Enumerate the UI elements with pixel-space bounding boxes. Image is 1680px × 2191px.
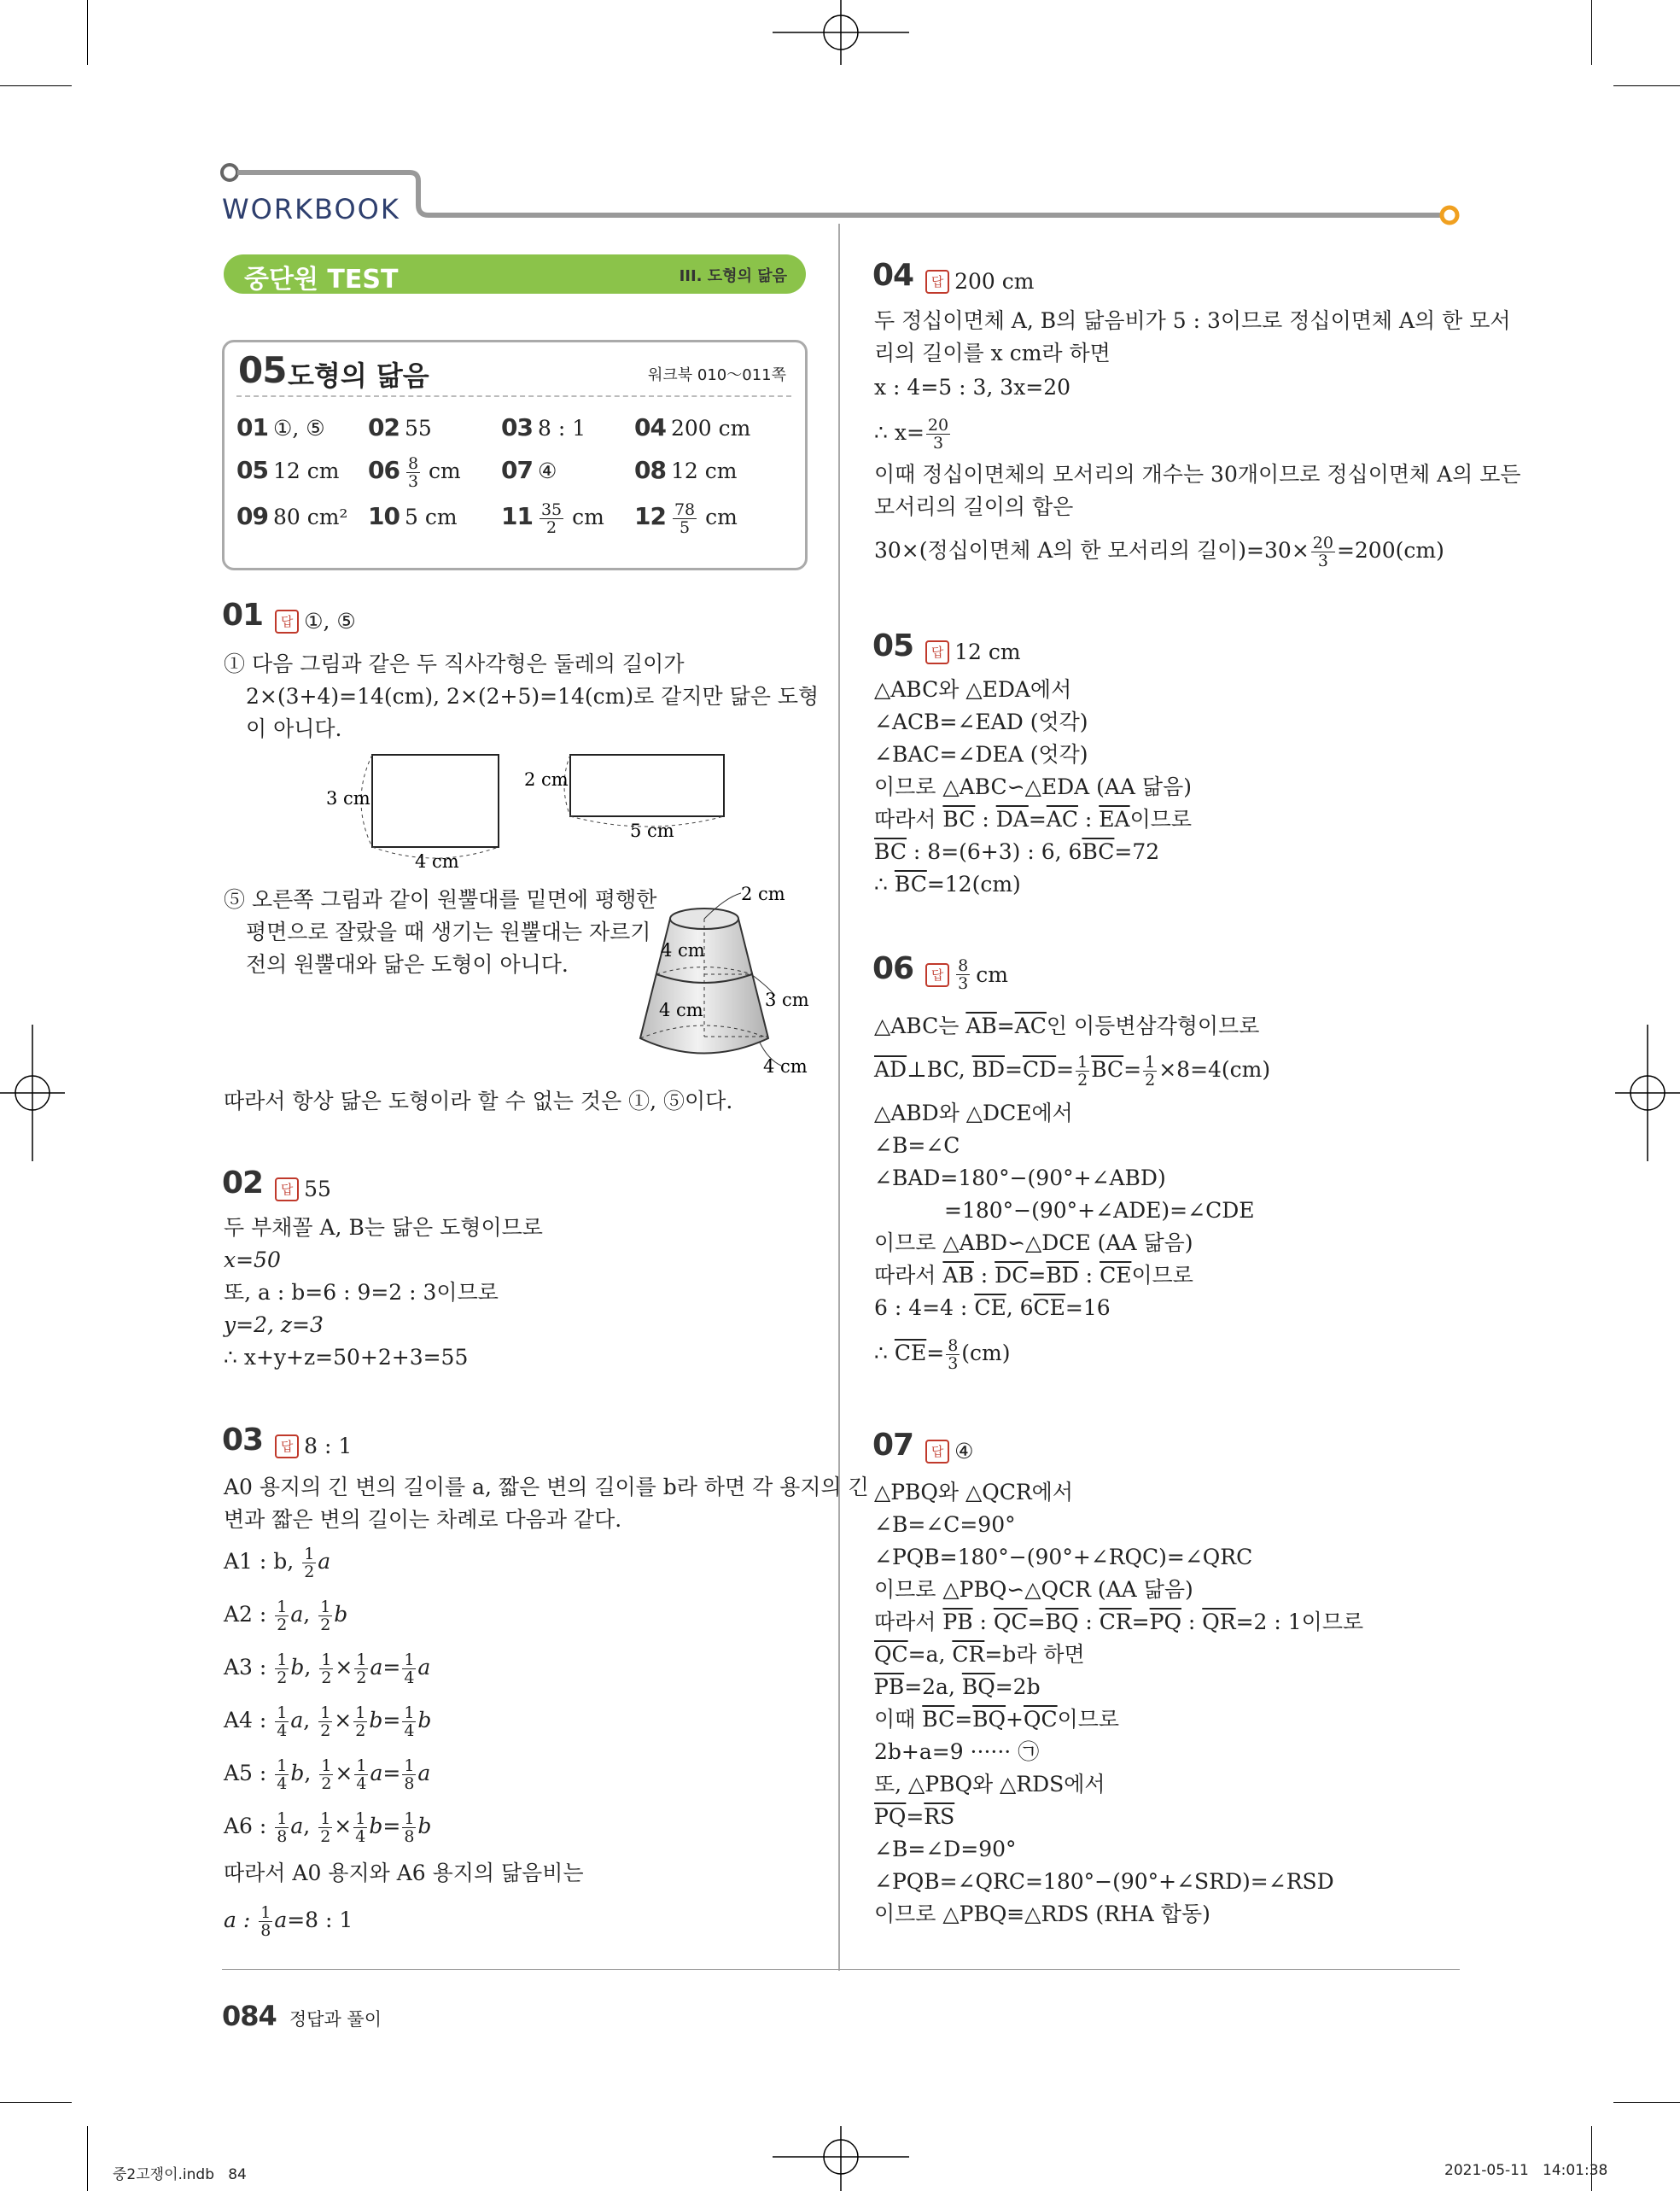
question-number: 01 bbox=[222, 598, 264, 633]
text-line: 변과 짧은 변의 길이는 차례로 다음과 같다. bbox=[224, 1507, 622, 1532]
answer-badge: 답 bbox=[925, 1440, 949, 1464]
text-line: A0 용지의 긴 변의 길이를 a, 짧은 변의 길이를 b라 하면 각 용지의 긴 bbox=[224, 1475, 869, 1499]
text-line: 2×(3+4)=14(cm), 2×(2+5)=14(cm)로 같지만 닮은 도형 bbox=[246, 684, 820, 709]
text-line: ① 다음 그림과 같은 두 직사각형은 둘레의 길이가 bbox=[224, 651, 685, 676]
text-line: $\overline{BC}$ : 8=(6+3) : 6, $6\overline{BC}=72$ bbox=[874, 839, 1160, 864]
label-5cm: 5 cm bbox=[630, 821, 674, 841]
text-line: 두 부채꼴 A, B는 닮은 도형이므로 bbox=[224, 1215, 543, 1240]
answer-text: 200 cm bbox=[954, 269, 1035, 294]
section-banner bbox=[224, 254, 806, 294]
print-file-name: 중2고쟁이.indb 84 bbox=[113, 2166, 247, 2183]
a2-line: A2 : $\frac{1}{2}$ a, $\frac{1}{2}$ b bbox=[224, 1598, 348, 1634]
text-line: 평면으로 잘랐을 때 생기는 원뿔대는 자르기 bbox=[246, 920, 651, 944]
text-line: △ABC와 △EDA에서 bbox=[874, 677, 1072, 702]
summary-cell: 07 ④ bbox=[501, 456, 557, 484]
summary-cell: 09 80 cm² bbox=[236, 502, 348, 530]
text-line: 이므로 △PBQ∽△QCR (AA 닮음) bbox=[874, 1577, 1193, 1602]
text-line: 따라서 항상 닮은 도형이라 할 수 없는 것은 ①, ⑤이다. bbox=[224, 1089, 733, 1113]
summary-cell: 05 12 cm bbox=[236, 456, 340, 484]
text-line: 또, a : b=6 : 9=2 : 3이므로 bbox=[224, 1280, 499, 1305]
text-line: ⑤ 오른쪽 그림과 같이 원뿔대를 밑면에 평행한 bbox=[224, 887, 657, 912]
answer-text: 8 : 1 bbox=[304, 1434, 353, 1458]
registration-mark-left bbox=[0, 1025, 65, 1161]
text-line: △ABC는 $\overline{AB}=\overline{AC}$인 이등변삼각형이므로 bbox=[874, 1014, 1260, 1038]
answer-badge: 답 bbox=[275, 610, 299, 634]
summary-title: 도형의 닮음 bbox=[288, 359, 429, 392]
question-number: 03 bbox=[222, 1423, 264, 1458]
text-line: 이때 정십이면체의 모서리의 개수는 30개이므로 정십이면체 A의 모든 bbox=[874, 462, 1521, 487]
workbook-logo: WORKBOOK bbox=[222, 193, 400, 225]
svg-text:4 cm: 4 cm bbox=[763, 1056, 808, 1077]
banner-title: 중단원 TEST bbox=[244, 265, 399, 295]
registration-mark-right bbox=[1615, 1025, 1680, 1161]
page-number: 084 bbox=[222, 2000, 277, 2032]
registration-mark-bottom bbox=[773, 2126, 909, 2191]
summary-reference: 워크북 010～011쪽 bbox=[648, 366, 786, 384]
text-line: 또, △PBQ와 △RDS에서 bbox=[874, 1772, 1105, 1797]
summary-cell: 11 $\frac{35}{2}$ cm bbox=[501, 500, 604, 537]
answer-badge: 답 bbox=[275, 1177, 299, 1201]
answer-badge: 답 bbox=[925, 270, 949, 294]
answer-badge: 답 bbox=[925, 963, 949, 987]
question-number: 07 bbox=[872, 1428, 914, 1463]
text-line: 두 정십이면체 A, B의 닮음비가 5 : 3이므로 정십이면체 A의 한 모서 bbox=[874, 308, 1511, 333]
text-line: ∠B=∠C bbox=[874, 1133, 960, 1158]
footer-label: 정답과 풀이 bbox=[289, 2009, 382, 2030]
a4-line: A4 : $\frac{1}{4}$ a, $\frac{1}{2}$ × $\frac{1}{2}$ b= $\frac{1}{4}$ b bbox=[224, 1703, 432, 1740]
question-number: 02 bbox=[222, 1166, 264, 1201]
svg-text:4 cm: 4 cm bbox=[659, 1000, 703, 1020]
summary-cell: 03 8 : 1 bbox=[501, 413, 586, 441]
answer-summary-box bbox=[222, 340, 808, 570]
label-2cm: 2 cm bbox=[524, 769, 569, 790]
registration-mark-top bbox=[773, 0, 909, 65]
summary-cell: 04 200 cm bbox=[634, 413, 751, 441]
text-line: △PBQ와 △QCR에서 bbox=[874, 1480, 1073, 1504]
a6-line: A6 : $\frac{1}{8}$ a, $\frac{1}{2}$ × $\frac{1}{4}$ b= $\frac{1}{8}$ b bbox=[224, 1809, 432, 1846]
text-line: $\overline{PB}=2a$, $\overline{BQ}=2b$ bbox=[874, 1674, 1041, 1699]
text-line: ∠BAD=180°−(90°+∠ABD) bbox=[874, 1166, 1166, 1190]
footer-rule bbox=[222, 1969, 1460, 1970]
question-number: 06 bbox=[872, 951, 914, 986]
text-line: ∠PQB=180°−(90°+∠RQC)=∠QRC bbox=[874, 1545, 1253, 1569]
text-line: $\overline{PQ}=\overline{RS}$ bbox=[874, 1804, 955, 1829]
cone-frustum-figure bbox=[632, 885, 837, 1081]
label-4cm: 4 cm bbox=[415, 851, 459, 872]
answer-badge: 답 bbox=[275, 1434, 299, 1458]
text-line: 이므로 △ABD∽△DCE (AA 닮음) bbox=[874, 1230, 1193, 1255]
svg-text:3 cm: 3 cm bbox=[765, 990, 809, 1010]
summary-cell: 02 55 bbox=[368, 413, 432, 441]
text-line: ∴ $\overline{BC}=12(cm)$ bbox=[874, 872, 1021, 897]
final-ratio-line: a : $\frac{1}{8}$ a=8 : 1 bbox=[224, 1903, 353, 1940]
summary-cell: 10 5 cm bbox=[368, 502, 458, 530]
rectangles-figure bbox=[316, 743, 743, 879]
text-line: x=50 bbox=[224, 1247, 281, 1272]
print-timestamp: 2021-05-11 14:01:38 bbox=[1444, 2162, 1608, 2179]
question-number: 04 bbox=[872, 258, 914, 293]
text-line: ∠B=∠D=90° bbox=[874, 1837, 1017, 1861]
text-line: ∴ x+y+z=50+2+3=55 bbox=[224, 1345, 469, 1370]
text-line: 이므로 △ABC∽△EDA (AA 닮음) bbox=[874, 774, 1192, 799]
text-line: x : 4=5 : 3, 3x=20 bbox=[874, 375, 1071, 400]
answer-text: cm bbox=[976, 962, 1009, 987]
text-line: ∴ $\overline{CE}=$ $\frac{8}{3}$ (cm) bbox=[874, 1336, 1011, 1373]
text-line: 따라서 $\overline{AB}$ : $\overline{DC}=\overline{BD}$ : $\overline{CE}$이므로 bbox=[874, 1263, 1193, 1288]
text-line: ∠ACB=∠EAD (엇각) bbox=[874, 710, 1088, 734]
text-line: ∴ x= $\frac{20}{3}$ bbox=[874, 416, 949, 453]
text-line: ∠B=∠C=90° bbox=[874, 1512, 1016, 1537]
text-line: $\overline{QC}=a$, $\overline{CR}=b$라 하면 bbox=[874, 1642, 1085, 1667]
text-line: △ABD와 △DCE에서 bbox=[874, 1101, 1073, 1125]
text-line: ∠BAC=∠DEA (엇각) bbox=[874, 742, 1088, 767]
answer-text: 12 cm bbox=[954, 640, 1021, 664]
text-line: 이므로 △PBQ≡△RDS (RHA 합동) bbox=[874, 1902, 1210, 1926]
text-line: 따라서 $\overline{PB}$ : $\overline{QC}=\overline{BQ}$ : $\overline{CR}=\overline{PQ}$ : $\overline{QR}=2$ : 1이므로 bbox=[874, 1610, 1364, 1634]
text-line: 리의 길이를 x cm라 하면 bbox=[874, 341, 1111, 365]
a1-line: A1 : b, $\frac{1}{2}$ a bbox=[224, 1545, 331, 1581]
page-footer bbox=[222, 2000, 382, 2032]
answer-text: 55 bbox=[304, 1177, 331, 1201]
text-line: =180°−(90°+∠ADE)=∠CDE bbox=[944, 1198, 1255, 1223]
a5-line: A5 : $\frac{1}{4}$ b, $\frac{1}{2}$ × $\frac{1}{4}$ a= $\frac{1}{8}$ a bbox=[224, 1756, 431, 1793]
answer-text: ①, ⑤ bbox=[304, 609, 356, 634]
text-line: y=2, z=3 bbox=[224, 1312, 324, 1337]
text-line: 이때 $\overline{BC}=\overline{BQ}+\overline{QC}$이므로 bbox=[874, 1707, 1120, 1732]
text-line: 6 : 4=4 : $\overline{CE}$, $6\overline{CE}=16$ bbox=[874, 1295, 1111, 1320]
answer-text: ④ bbox=[954, 1439, 974, 1464]
banner-chapter: III. 도형의 닮음 bbox=[679, 267, 787, 285]
text-line: 모서리의 길이의 합은 bbox=[874, 494, 1074, 519]
summary-cell: 08 12 cm bbox=[634, 456, 738, 484]
column-divider bbox=[838, 224, 840, 1971]
text-line: 따라서 $\overline{BC}$ : $\overline{DA}=\overline{AC}$ : $\overline{EA}$이므로 bbox=[874, 807, 1193, 832]
summary-cell: 06 $\frac{8}{3}$ cm bbox=[368, 454, 461, 491]
text-line: ∠PQB=∠QRC=180°−(90°+∠SRD)=∠RSD bbox=[874, 1869, 1334, 1894]
text-line: 2b+a=9 ······ ㉠ bbox=[874, 1739, 1040, 1764]
text-line: 이 아니다. bbox=[246, 716, 342, 741]
summary-number: 05 bbox=[238, 349, 287, 391]
summary-cell: 01 ①, ⑤ bbox=[236, 413, 325, 441]
text-line: 전의 원뿔대와 닮은 도형이 아니다. bbox=[246, 952, 569, 977]
summary-cell: 12 $\frac{78}{5}$ cm bbox=[634, 500, 738, 537]
header-rule bbox=[218, 162, 1464, 231]
answer-badge: 답 bbox=[925, 640, 949, 664]
text-line: 따라서 A0 용지와 A6 용지의 닮음비는 bbox=[224, 1861, 584, 1885]
label-3cm: 3 cm bbox=[326, 788, 370, 809]
svg-text:4 cm: 4 cm bbox=[661, 940, 705, 961]
text-line: 30×(정십이면체 A의 한 모서리의 길이)=30× $\frac{20}{3}$ =200(cm) bbox=[874, 534, 1444, 570]
svg-text:2 cm: 2 cm bbox=[741, 885, 785, 904]
a3-line: A3 : $\frac{1}{2}$ b, $\frac{1}{2}$ × $\frac{1}{2}$ a= $\frac{1}{4}$ a bbox=[224, 1651, 431, 1687]
text-line: $\overline{AD}\perp BC$, $\overline{BD}=\overline{CD}=$ $\frac{1}{2}$ $\overline{BC}=$ $\frac{1}{2}$ ×8=4(cm) bbox=[874, 1053, 1271, 1090]
question-number: 05 bbox=[872, 628, 914, 663]
